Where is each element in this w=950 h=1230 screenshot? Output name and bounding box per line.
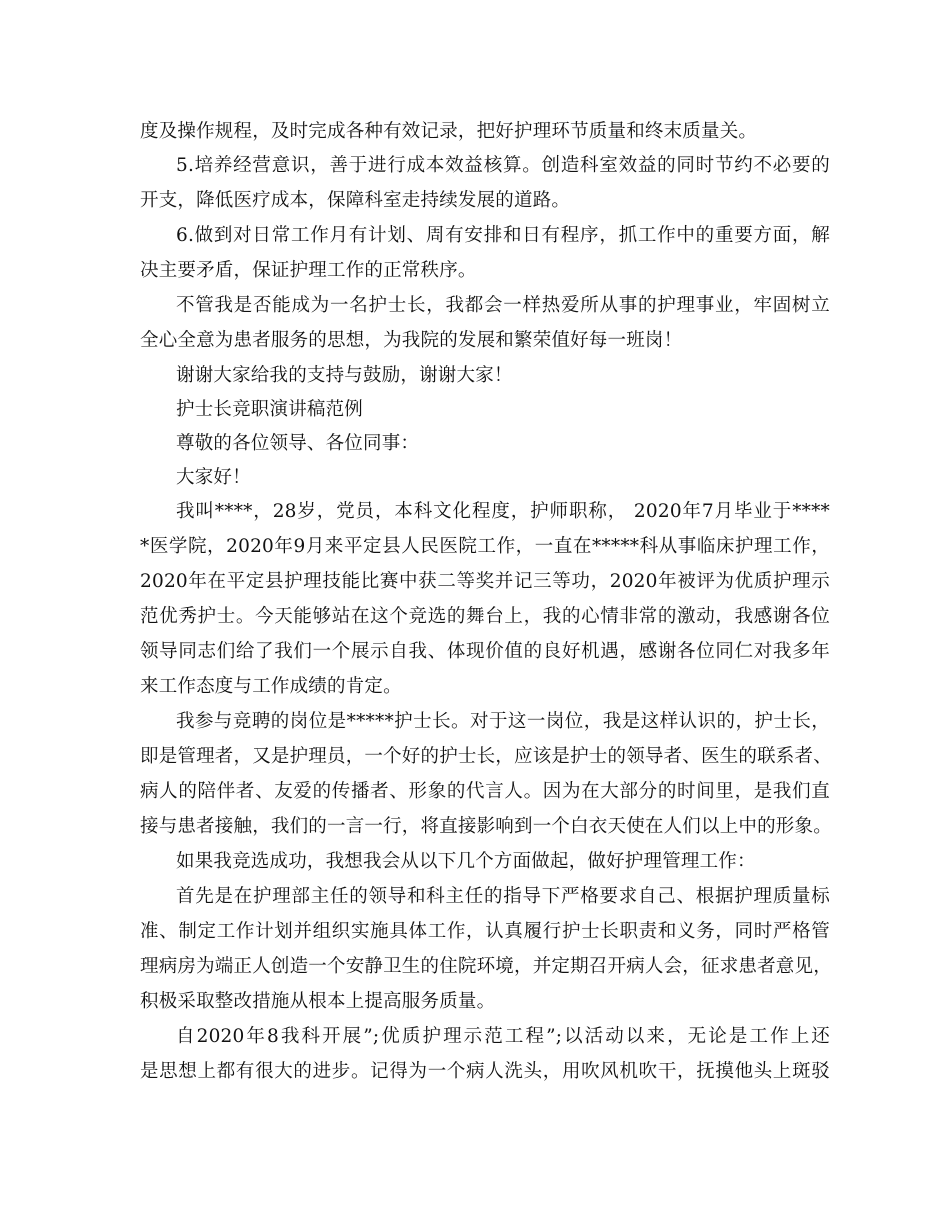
text-line: 来工作态度与工作成绩的肯定。	[140, 676, 402, 697]
text-line: 决主要矛盾，保证护理工作的正常秩序。	[140, 260, 477, 281]
text-line: 理病房为端正人创造一个安静卫生的住院环境，并定期召开病人会，征求患者意见，	[140, 956, 832, 977]
text-line: 大家好！	[176, 467, 251, 488]
text-line: 是思想上都有很大的进步。记得为一个病人洗头，用吹风机吹干，抚摸他头上斑驳	[140, 1061, 830, 1082]
section-heading: 护士长竞职演讲稿范例	[176, 399, 364, 420]
text-line: 我参与竞聘的岗位是*****护士长。对于这一岗位，我是这样认识的，护士长，	[176, 711, 830, 732]
text-line: 尊敬的各位领导、各位同事：	[176, 433, 420, 454]
text-line: 即是管理者，又是护理员，一个好的护士长，应该是护士的领导者、医生的联系者、	[140, 746, 832, 767]
text-line: 首先是在护理部主任的领导和科主任的指导下严格要求自己、根据护理质量标	[176, 886, 830, 907]
text-line: 准、制定工作计划并组织实施具体工作，认真履行护士长职责和义务，同时严格管	[140, 921, 830, 942]
text-line: 5.培养经营意识，善于进行成本效益核算。创造科室效益的同时节约不必要的	[176, 155, 830, 176]
text-line: 病人的陪伴者、友爱的传播者、形象的代言人。因为在大部分的时间里，是我们直	[140, 781, 830, 802]
text-line: 2020年在平定县护理技能比赛中获二等奖并记三等功，2020年被评为优质护理示	[140, 571, 830, 592]
text-line: 自2020年8我科开展”;优质护理示范工程”;以活动以来，无论是工作上还	[176, 1026, 830, 1047]
text-line: *医学院，2020年9月来平定县人民医院工作，一直在*****科从事临床护理工作，	[140, 536, 830, 557]
text-line: 不管我是否能成为一名护士长，我都会一样热爱所从事的护理事业，牢固树立	[176, 295, 830, 316]
text-line: 积极采取整改措施从根本上提高服务质量。	[140, 991, 496, 1012]
text-line: 6.做到对日常工作月有计划、周有安排和日有程序，抓工作中的重要方面，解	[176, 225, 830, 246]
text-line: 全心全意为患者服务的思想，为我院的发展和繁荣值好每一班岗！	[140, 330, 683, 351]
text-line: 领导同志们给了我们一个展示自我、体现价值的良好机遇，感谢各位同仁对我多年	[140, 641, 830, 662]
text-line: 度及操作规程，及时完成各种有效记录，把好护理环节质量和终末质量关。	[140, 121, 758, 142]
text-line: 如果我竞选成功，我想我会从以下几个方面做起，做好护理管理工作：	[176, 851, 756, 872]
text-line: 开支，降低医疗成本，保障科室走持续发展的道路。	[140, 190, 571, 211]
text-line: 范优秀护士。今天能够站在这个竞选的舞台上，我的心情非常的激动，我感谢各位	[140, 606, 830, 627]
text-line: 接与患者接触，我们的一言一行，将直接影响到一个白衣天使在人们以上中的形象。	[140, 816, 832, 837]
text-line: 我叫****，28岁，党员，本科文化程度，护师职称， 2020年7月毕业于****	[176, 501, 830, 522]
text-line: 谢谢大家给我的支持与鼓励，谢谢大家！	[176, 365, 513, 386]
